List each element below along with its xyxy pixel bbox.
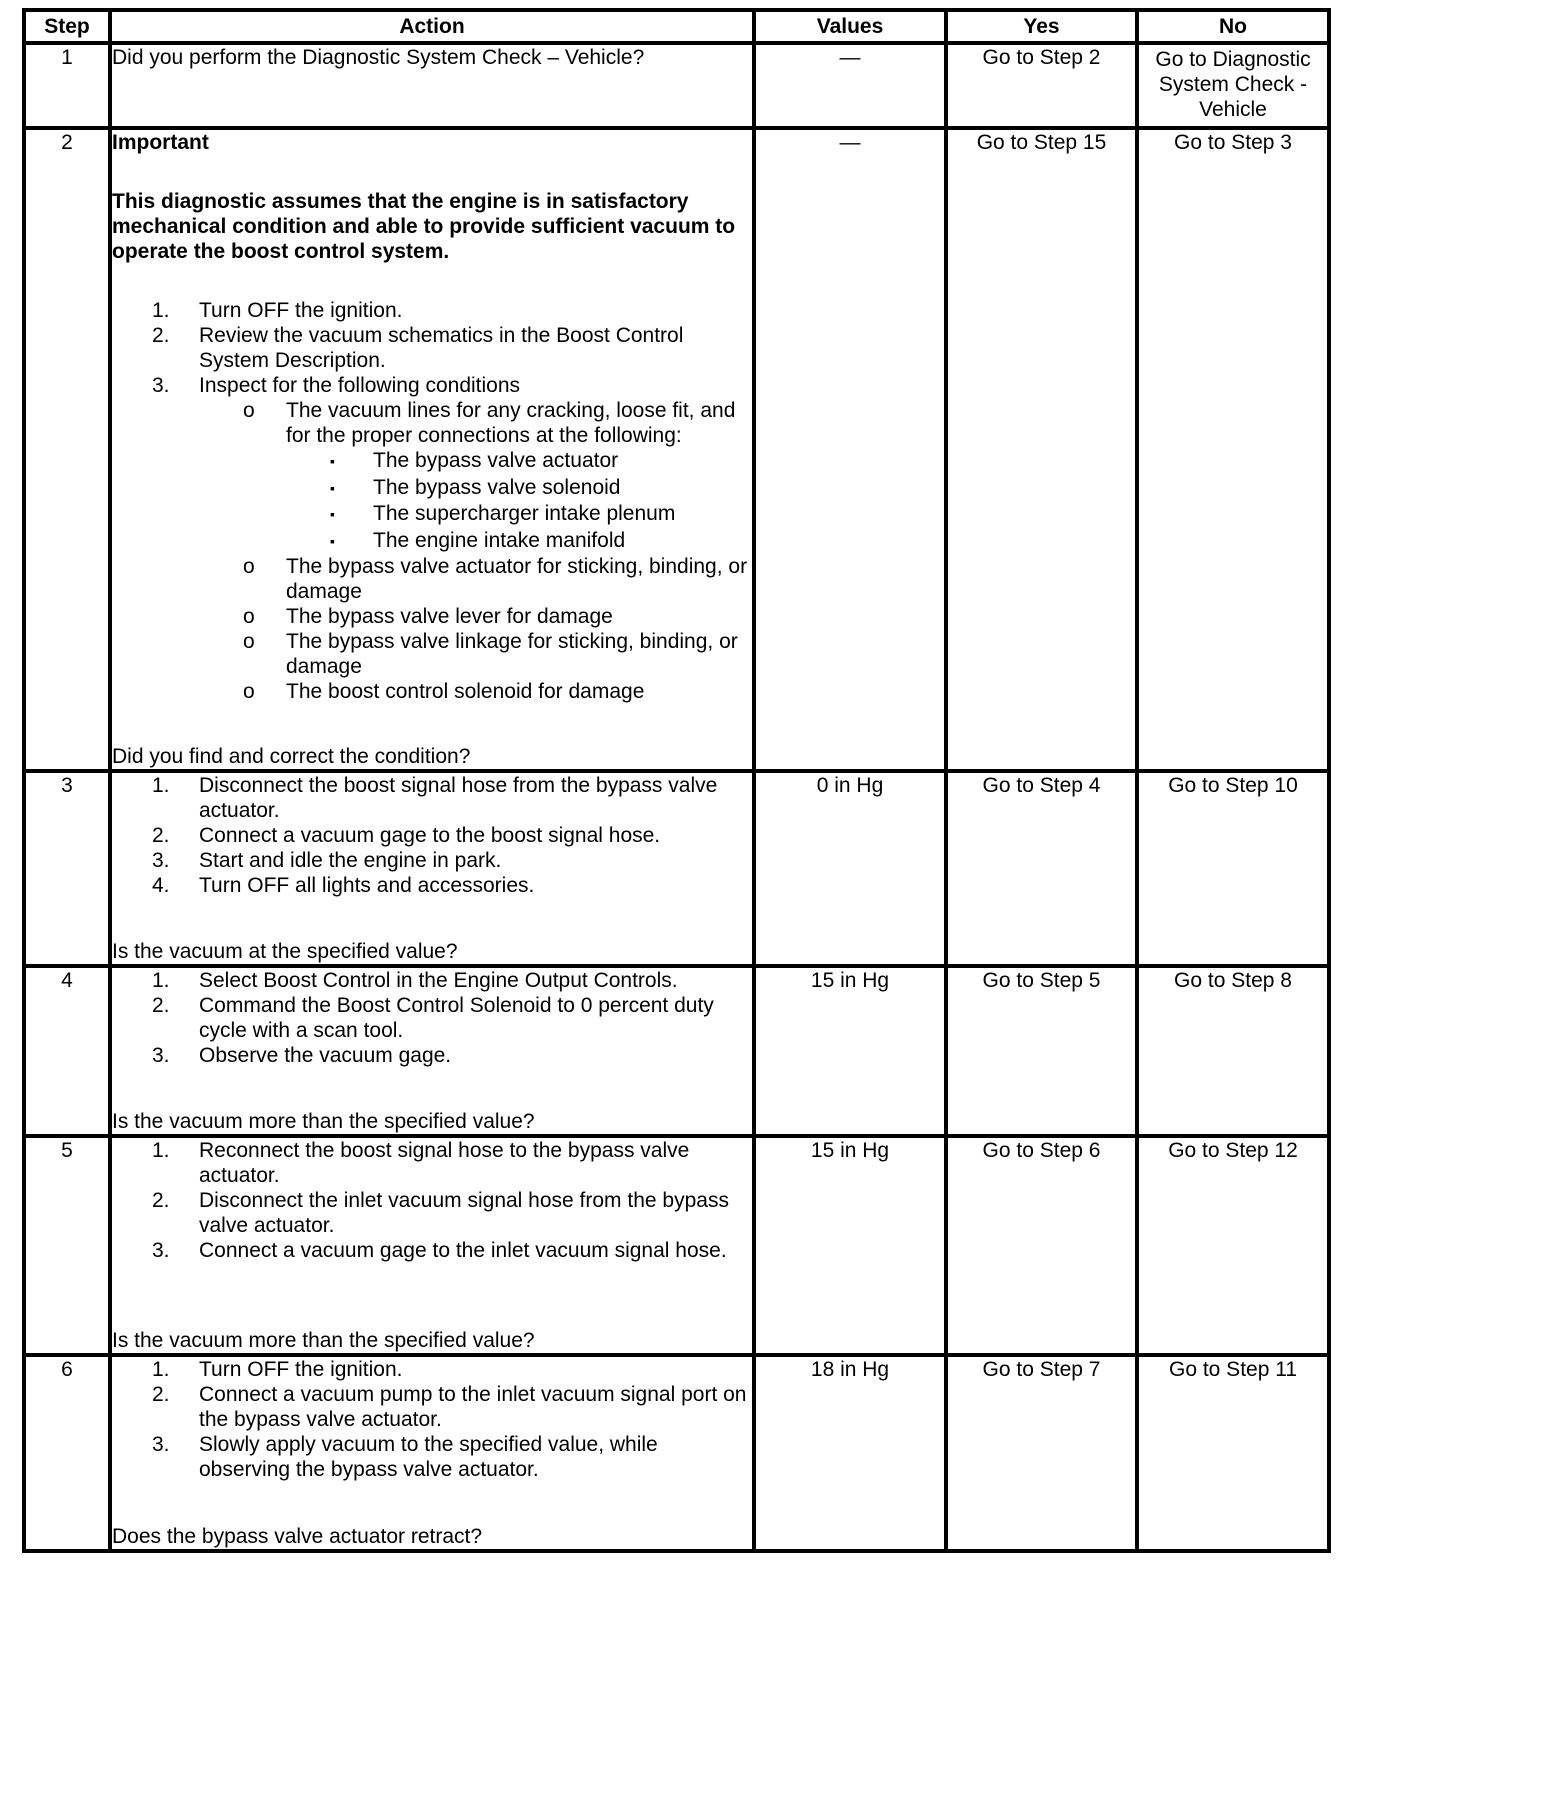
header-no: No [1137,10,1329,43]
procedure-step: 2. Disconnect the inlet vacuum signal hose from the bypass valve actuator. [152,1189,729,1237]
square-bullet-icon: ▪ [330,506,335,522]
procedure-step: 2. Review the vacuum schematics in the Boost Control System Description. [152,324,684,372]
connection-item: ▪ The bypass valve solenoid [112,475,752,502]
connection-item: ▪ The bypass valve actuator [112,448,752,475]
condition-item: o The boost control solenoid for damage [112,679,752,704]
condition-item: o The bypass valve linkage for sticking, binding, or damage [112,629,752,679]
yes-link[interactable]: Go to Step 7 [946,1355,1137,1551]
action-question: Did you perform the Diagnostic System Check – Vehicle? [112,46,645,69]
step-number: 4 [24,966,110,1136]
values-cell: 15 in Hg [754,966,946,1136]
procedure-step: 2. Connect a vacuum gage to the boost signal hose. [152,824,661,847]
table-row [24,43,1329,128]
no-link[interactable]: Go to Step 12 [1137,1136,1329,1355]
circle-bullet-icon: o [243,555,255,578]
procedure-step: 1. Reconnect the boost signal hose to the bypass valve actuator. [152,1139,690,1187]
step-number: 5 [24,1136,110,1355]
yes-link[interactable]: Go to Step 5 [946,966,1137,1136]
action-cell [110,128,754,771]
yes-link[interactable]: Go to Step 6 [946,1136,1137,1355]
procedure-steps [112,773,752,898]
values-cell: 0 in Hg [754,771,946,966]
procedure-step: 4. Turn OFF all lights and accessories. [152,874,535,897]
procedure-step: 1. Turn OFF the ignition. [152,299,403,322]
header-action: Action [110,10,754,43]
condition-item: o The bypass valve lever for damage [112,604,752,629]
step-number: 2 [24,128,110,771]
table-header-row [24,10,1329,43]
no-link[interactable]: Go to Step 11 [1137,1355,1329,1551]
connection-list [112,448,752,554]
condition-list [112,554,752,704]
action-cell [110,43,754,128]
table-row [24,128,1329,771]
procedure-step: 3. Start and idle the engine in park. [152,849,502,872]
circle-bullet-icon: o [243,399,255,422]
procedure-step: 3. Observe the vacuum gage. [152,1044,452,1067]
action-question: Did you find and correct the condition? [112,745,471,768]
step-number: 3 [24,771,110,966]
connection-item: ▪ The engine intake manifold [112,528,752,555]
table-row [24,1136,1329,1355]
procedure-step: 1. Turn OFF the ignition. [152,1358,403,1381]
procedure-step: 3. Slowly apply vacuum to the specified value, while observing the bypass valve actuator. [152,1433,658,1481]
yes-link[interactable]: Go to Step 15 [946,128,1137,771]
important-label: Important [112,131,209,154]
action-cell [110,771,754,966]
procedure-step: 2. Connect a vacuum pump to the inlet vacuum signal port on the bypass valve actuator. [152,1383,747,1431]
condition-list [112,398,752,448]
values-cell: 18 in Hg [754,1355,946,1551]
procedure-step: 2. Command the Boost Control Solenoid to 0 percent duty cycle with a scan tool. [152,994,714,1042]
step-number: 6 [24,1355,110,1551]
no-link[interactable]: Go to Step 10 [1137,771,1329,966]
condition-item: o The vacuum lines for any cracking, loose fit, and for the proper connections at the following: [112,398,752,448]
action-question: Is the vacuum more than the specified value? [112,1110,535,1133]
action-cell [110,966,754,1136]
square-bullet-icon: ▪ [330,479,335,496]
values-cell: — [754,128,946,771]
action-cell [110,1355,754,1551]
procedure-step: 3. Connect a vacuum gage to the inlet vacuum signal hose. [152,1239,727,1262]
yes-link[interactable]: Go to Step 2 [946,43,1137,128]
circle-bullet-icon: o [243,605,255,628]
yes-link[interactable]: Go to Step 4 [946,771,1137,966]
action-question: Is the vacuum more than the specified value? [112,1329,535,1352]
header-step: Step [24,10,110,43]
procedure-steps [112,1357,752,1482]
header-values: Values [754,10,946,43]
action-cell [110,1136,754,1355]
procedure-steps [112,298,752,398]
procedure-steps [112,1138,752,1263]
no-link[interactable]: Go to Step 8 [1137,966,1329,1136]
connection-item: ▪ The supercharger intake plenum [112,501,752,528]
header-yes: Yes [946,10,1137,43]
action-question: Does the bypass valve actuator retract? [112,1525,483,1548]
diagnostic-table [22,8,1331,1553]
circle-bullet-icon: o [243,630,255,653]
table-row [24,966,1329,1136]
table-row [24,1355,1329,1551]
step-number: 1 [24,43,110,128]
procedure-step: 3. Inspect for the following conditions [152,374,521,397]
values-cell: — [754,43,946,128]
values-cell: 15 in Hg [754,1136,946,1355]
condition-item: o The bypass valve actuator for sticking, binding, or damage [112,554,752,604]
no-link[interactable]: Go to Step 3 [1137,128,1329,771]
circle-bullet-icon: o [243,680,255,703]
important-note: This diagnostic assumes that the engine is in satisfactory mechanical condition and able to provide sufficient vacuum to operate the boost control system. [112,190,736,263]
action-question: Is the vacuum at the specified value? [112,940,458,963]
procedure-steps [112,968,752,1068]
square-bullet-icon: ▪ [330,532,335,549]
square-bullet-icon: ▪ [330,453,335,469]
procedure-step: 1. Select Boost Control in the Engine Output Controls. [152,969,678,992]
no-link[interactable]: Go to Diagnostic System Check - Vehicle [1137,43,1329,128]
table-row [24,771,1329,966]
procedure-step: 1. Disconnect the boost signal hose from the bypass valve actuator. [152,774,718,822]
